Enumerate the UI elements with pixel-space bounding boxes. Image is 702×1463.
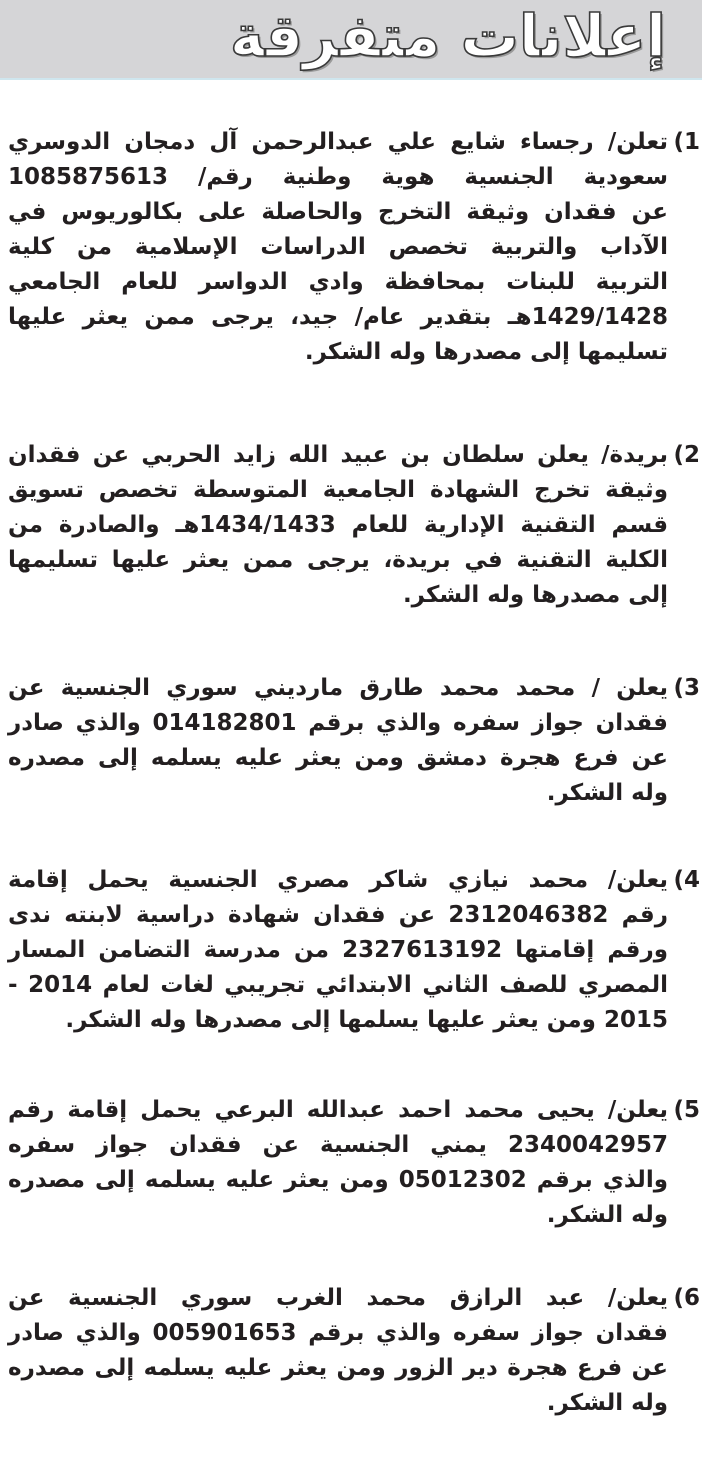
ad-text-line: فقدان جواز سفره والذي برقم 014182801 والذي صادر <box>8 710 668 736</box>
ad-number: 1) <box>673 129 700 155</box>
ad-text-line: 2015 ومن يعثر عليها يسلمها إلى مصدرها وله الشكر. <box>65 1007 668 1033</box>
ad-text-line: بريدة/ يعلن سلطان بن عبيد الله زايد الحربي عن فقدان <box>8 442 668 468</box>
ad-text-line: ورقم إقامتها 2327613192 من مدرسة التضامن المسار <box>8 937 668 963</box>
ad-number: 5) <box>673 1097 700 1123</box>
classified-ad-6 <box>8 1281 700 1421</box>
ad-text-line: يعلن/ يحيى محمد احمد عبدالله البرعي يحمل إقامة رقم <box>8 1097 668 1123</box>
ad-text-line: يعلن/ محمد نيازي شاكر مصري الجنسية يحمل إقامة <box>8 867 668 893</box>
ad-text-line: 2340042957 يمني الجنسية عن فقدان جواز سفره <box>8 1132 668 1158</box>
ad-text-line: عن فرع هجرة دير الزور ومن يعثر عليه يسلمه إلى مصدره <box>8 1355 668 1381</box>
ad-text-line: تسليمها إلى مصدرها وله الشكر. <box>304 339 668 365</box>
classified-ad-1 <box>8 125 700 370</box>
ad-text-line: 1429/1428هـ بتقدير عام/ جيد، يرجى ممن يعثر عليها <box>8 304 668 330</box>
ad-text-line: تعلن/ رجساء شايع علي عبدالرحمن آل دمجان الدوسري <box>8 129 668 155</box>
classified-ad-3 <box>8 671 700 811</box>
classified-ad-2 <box>8 438 700 613</box>
ad-text-line: سعودية الجنسية هوية وطنية رقم/ 1085875613 <box>8 164 668 190</box>
ad-text-line: وله الشكر. <box>546 780 668 806</box>
ad-text-line: رقم 2312046382 عن فقدان شهادة دراسية لابنته ندى <box>8 902 668 928</box>
ad-number: 2) <box>673 442 700 468</box>
section-title: إعلانات متفرقة <box>229 2 666 70</box>
ad-text-line: الكلية التقنية في بريدة، يرجى ممن يعثر عليها تسليمها <box>8 547 668 573</box>
ad-number: 6) <box>673 1285 700 1311</box>
ad-text-line: فقدان جواز سفره والذي برقم 005901653 والذي صادر <box>8 1320 668 1346</box>
ad-text-line: وله الشكر. <box>546 1202 668 1228</box>
classified-ad-5 <box>8 1093 700 1233</box>
ad-text-line: قسم التقنية الإدارية للعام 1434/1433هـ والصادرة من <box>8 512 669 538</box>
ad-text-line: يعلن/ عبد الرازق محمد الغرب سوري الجنسية عن <box>8 1285 668 1311</box>
ad-text-line: وثيقة تخرج الشهادة الجامعية المتوسطة تخصص تسويق <box>8 477 668 503</box>
ad-text-line: إلى مصدرها وله الشكر. <box>402 582 668 608</box>
ad-text-line: يعلن / محمد محمد طارق مارديني سوري الجنسية عن <box>8 675 668 701</box>
ad-text-line: والذي برقم 05012302 ومن يعثر عليه يسلمه إلى مصدره <box>8 1167 668 1193</box>
ad-number: 3) <box>673 675 700 701</box>
ad-text-line: عن فقدان وثيقة التخرج والحاصلة على بكالوريوس في <box>8 199 668 225</box>
ad-text-line: عن فرع هجرة دمشق ومن يعثر عليه يسلمه إلى مصدره <box>8 745 668 771</box>
ad-text-line: وله الشكر. <box>546 1390 668 1416</box>
ad-text-line: التربية للبنات بمحافظة وادي الدواسر للعام الجامعي <box>8 269 668 295</box>
classified-ad-4 <box>8 863 700 1038</box>
ad-number: 4) <box>673 867 700 893</box>
section-header <box>0 0 702 80</box>
ad-text-line: المصري للصف الثاني الابتدائي تجريبي لغات لعام 2014 - <box>8 972 668 998</box>
ad-text-line: الآداب والتربية تخصص الدراسات الإسلامية من كلية <box>8 234 668 260</box>
